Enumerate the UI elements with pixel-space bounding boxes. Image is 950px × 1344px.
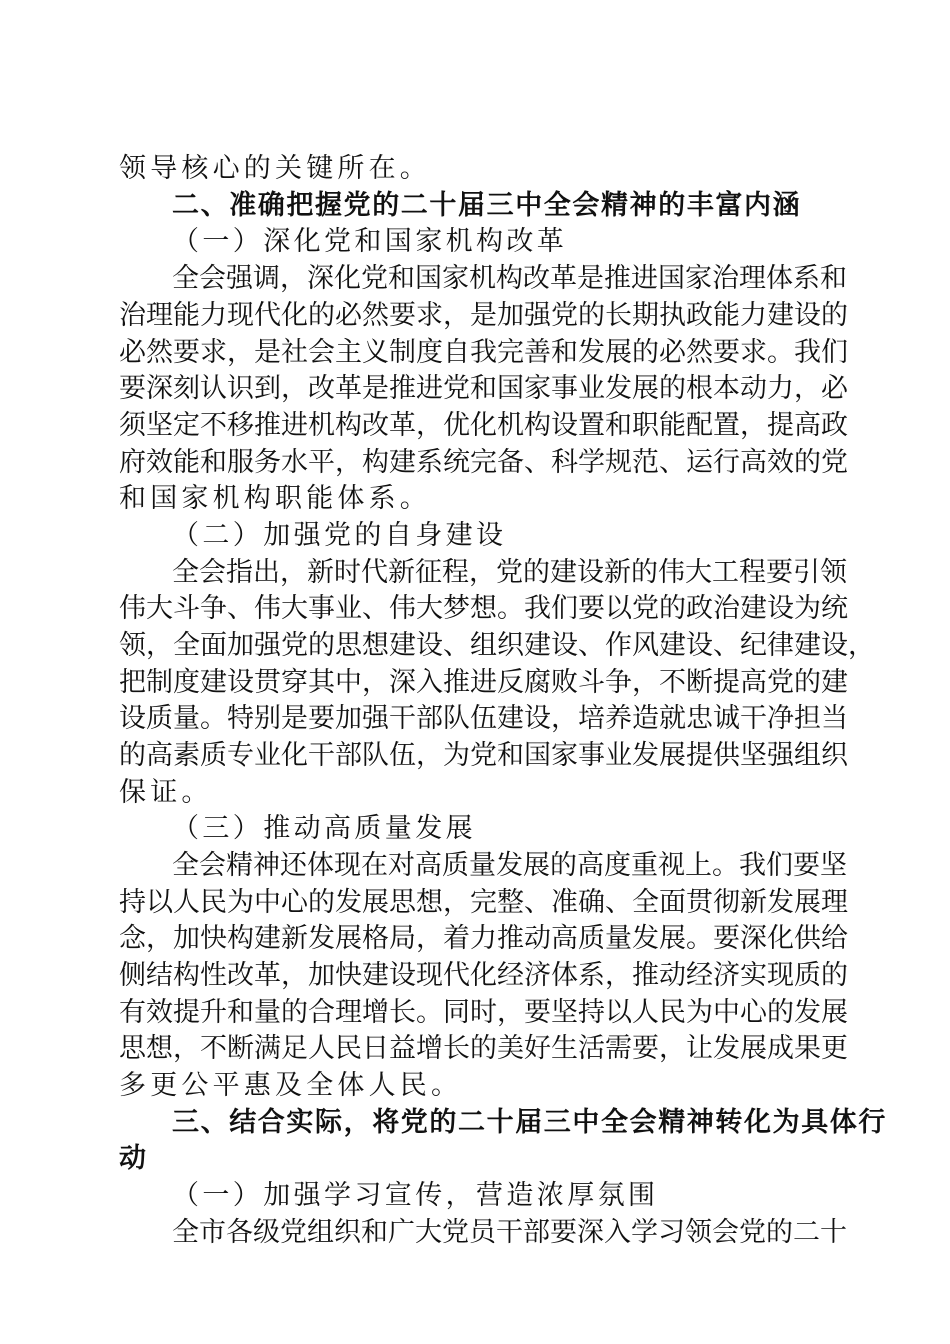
section-heading: 三、结合实际，将党的二十届三中全会精神转化为具体行 [172,1107,887,1138]
paragraph-line: 要深刻认识到，改革是推进党和国家事业发展的根本动力，必 [119,373,848,404]
paragraph-line: 全会指出，新时代新征程，党的建设新的伟大工程要引领 [172,557,847,588]
paragraph-line: 全市各级党组织和广大党员干部要深入学习领会党的二十 [172,1217,847,1248]
paragraph-line: 持以人民为中心的发展思想，完整、准确、全面贯彻新发展理 [119,887,848,918]
paragraph-line: 必然要求，是社会主义制度自我完善和发展的必然要求。我们 [119,337,848,368]
subsection-heading: （一）深化党和国家机构改革 [172,226,568,257]
paragraph-line: 的高素质专业化干部队伍，为党和国家事业发展提供坚强组织 [119,740,848,771]
paragraph-line: 思想，不断满足人民日益增长的美好生活需要，让发展成果更 [119,1033,848,1064]
subsection-heading: （一）加强学习宣传，营造浓厚氛围 [172,1180,659,1211]
subsection-heading: （三）推动高质量发展 [172,813,476,844]
paragraph-line: 有效提升和量的合理增长。同时，要坚持以人民为中心的发展 [119,997,848,1028]
paragraph-line: 领，全面加强党的思想建设、组织建设、作风建设、纪律建设， [119,630,875,661]
section-heading: 二、准确把握党的二十届三中全会精神的丰富内涵 [172,190,802,221]
paragraph-line: 全会精神还体现在对高质量发展的高度重视上。我们要坚 [172,850,847,881]
paragraph-line: 治理能力现代化的必然要求，是加强党的长期执政能力建设的 [119,300,848,331]
subsection-heading: （二）加强党的自身建设 [172,520,507,551]
paragraph-line: 设质量。特别是要加强干部队伍建设，培养造就忠诚干净担当 [119,703,848,734]
paragraph-line: 和国家机构职能体系。 [119,483,431,514]
paragraph-line: 念，加快构建新发展格局，着力推动高质量发展。要深化供给 [119,923,848,954]
paragraph-line: 侧结构性改革，加快建设现代化经济体系，推动经济实现质的 [119,960,848,991]
section-heading-continuation: 动 [119,1143,148,1174]
paragraph-line: 多更公平惠及全体人民。 [119,1070,463,1101]
paragraph-line: 府效能和服务水平，构建系统完备、科学规范、运行高效的党 [119,447,848,478]
paragraph-line: 领导核心的关键所在。 [119,153,431,184]
paragraph-line: 伟大斗争、伟大事业、伟大梦想。我们要以党的政治建设为统 [119,593,848,624]
paragraph-line: 保证。 [119,777,213,808]
paragraph-line: 须坚定不移推进机构改革，优化机构设置和职能配置，提高政 [119,410,848,441]
paragraph-line: 全会强调，深化党和国家机构改革是推进国家治理体系和 [172,263,847,294]
paragraph-line: 把制度建设贯穿其中，深入推进反腐败斗争，不断提高党的建 [119,667,848,698]
